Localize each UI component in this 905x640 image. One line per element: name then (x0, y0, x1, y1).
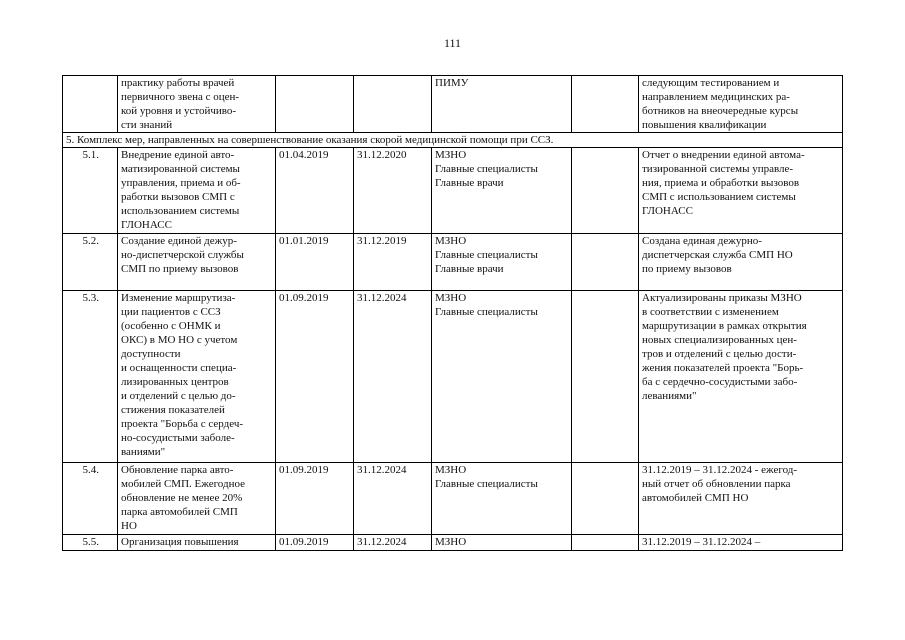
cell-activity: Внедрение единой авто- матизированной системы управления, приема и об- работки вызовов СМП с использованием системы ГЛОНАСС (118, 148, 276, 234)
cell-end-date: 31.12.2020 (354, 148, 432, 234)
table-row (63, 463, 843, 535)
cell-result: 31.12.2019 – 31.12.2024 – (639, 535, 843, 551)
section-header: 5. Комплекс мер, направленных на совершенствование оказания скорой медицинской помощи при ССЗ. (63, 133, 843, 148)
cell-num: 5.1. (63, 148, 118, 234)
table-row (63, 148, 843, 234)
cell-start-date: 01.01.2019 (276, 234, 354, 291)
cell-blank (572, 463, 639, 535)
page-number: 111 (443, 36, 462, 50)
cell-blank (572, 291, 639, 463)
cell-num: 5.4. (63, 463, 118, 535)
cell-blank (572, 535, 639, 551)
cell-responsible: МЗНО Главные специалисты (432, 463, 572, 535)
table-row (63, 291, 843, 463)
section-header-row (63, 133, 843, 148)
cell-result: Создана единая дежурно- диспетчерская служба СМП НО по приему вызовов (639, 234, 843, 291)
cell-end-date: 31.12.2024 (354, 291, 432, 463)
cell-activity: Изменение маршрутиза- ции пациентов с ССЗ (особенно с ОНМК и ОКС) в МО НО с учетом доступности и оснащенности специа- лизированных центров и отделений с целью до- стижения показателей проекта "Борьба с сердеч- но-сосудистыми заболе- ваниями" (118, 291, 276, 463)
cell-num: 5.3. (63, 291, 118, 463)
cell-start-date: 01.09.2019 (276, 463, 354, 535)
cell-result: 31.12.2019 – 31.12.2024 - ежегод- ный отчет об обновлении парка автомобилей СМП НО (639, 463, 843, 535)
cell-responsible: МЗНО (432, 535, 572, 551)
cell-end-date: 31.12.2024 (354, 463, 432, 535)
cell-num (63, 76, 118, 133)
cell-responsible: ПИМУ (432, 76, 572, 133)
table-row (63, 234, 843, 291)
cell-start-date: 01.09.2019 (276, 535, 354, 551)
cell-num: 5.2. (63, 234, 118, 291)
cell-start-date (276, 76, 354, 133)
cell-blank (572, 148, 639, 234)
cell-start-date: 01.09.2019 (276, 291, 354, 463)
cell-responsible: МЗНО Главные специалисты Главные врачи (432, 234, 572, 291)
cell-activity: практику работы врачей первичного звена с оцен- кой уровня и устойчиво- сти знаний (118, 76, 276, 133)
cell-responsible: МЗНО Главные специалисты (432, 291, 572, 463)
cell-num: 5.5. (63, 535, 118, 551)
cell-end-date: 31.12.2024 (354, 535, 432, 551)
cell-result: следующим тестированием и направлением медицинских ра- ботников на внеочередные курсы повышения квалификации (639, 76, 843, 133)
cell-end-date (354, 76, 432, 133)
cell-result: Актуализированы приказы МЗНО в соответствии с изменением маршрутизации в рамках открытия новых специализированных цен- тров и отделений с целью дости- жения показателей проекта "Борь- ба с сердечно-сосудистыми забо- леваниями" (639, 291, 843, 463)
cell-blank (572, 76, 639, 133)
cell-activity: Создание единой дежур- но-диспетчерской службы СМП по приему вызовов (118, 234, 276, 291)
cell-activity: Обновление парка авто- мобилей СМП. Ежегодное обновление не менее 20% парка автомобилей СМП НО (118, 463, 276, 535)
cell-responsible: МЗНО Главные специалисты Главные врачи (432, 148, 572, 234)
cell-result: Отчет о внедрении единой автома- тизированной системы управле- ния, приема и обработки вызовов СМП с использованием системы ГЛОНАСС (639, 148, 843, 234)
cell-blank (572, 234, 639, 291)
cell-start-date: 01.04.2019 (276, 148, 354, 234)
table-row-continuation (63, 76, 843, 133)
measures-table (62, 75, 843, 551)
cell-activity: Организация повышения (118, 535, 276, 551)
table-row (63, 535, 843, 551)
cell-end-date: 31.12.2019 (354, 234, 432, 291)
